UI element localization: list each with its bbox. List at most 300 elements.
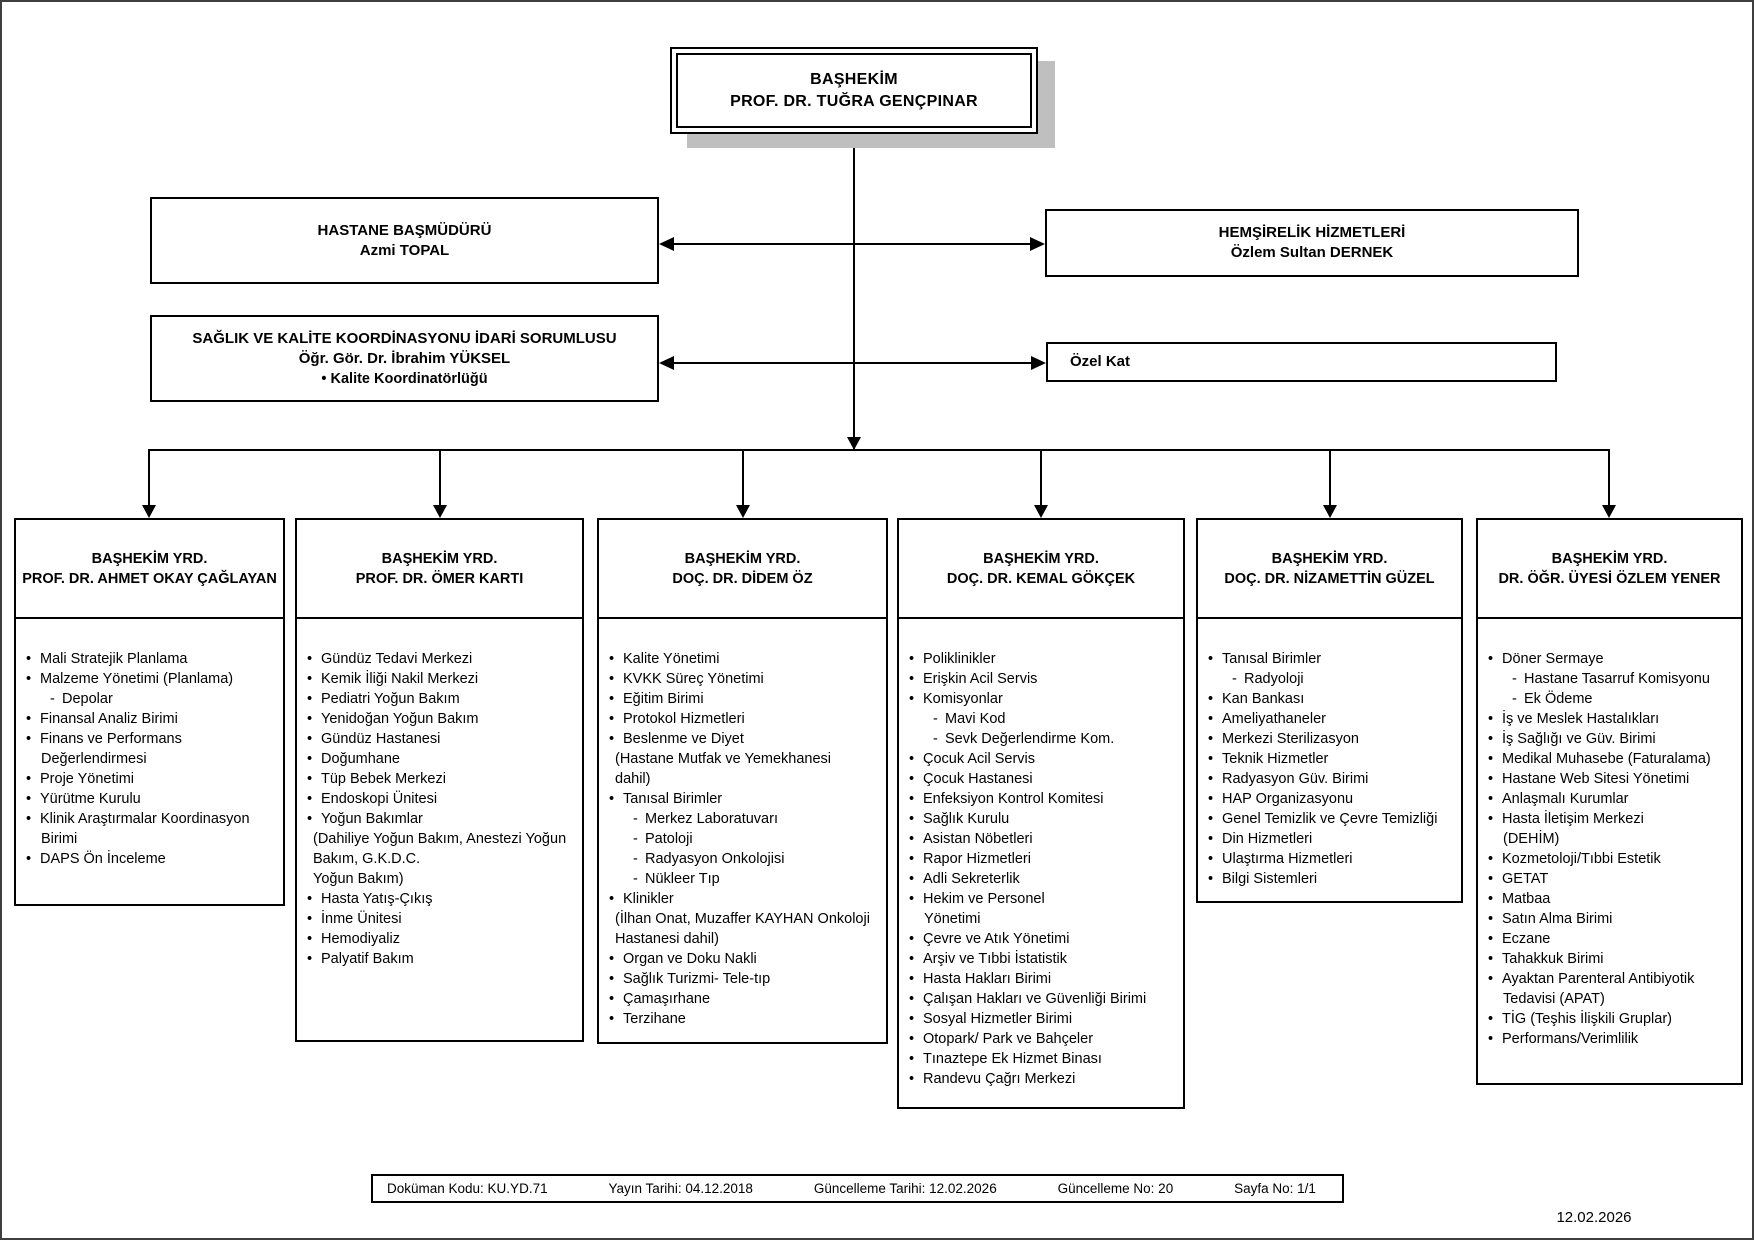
deputy-name: DOÇ. DR. DİDEM ÖZ: [672, 570, 813, 587]
org-list-item-text: (Hastane Mutfak ve Yemekhanesi: [615, 751, 832, 767]
hospital-head-manager-box: [150, 197, 659, 284]
dash-marker: -: [50, 691, 55, 707]
org-list-item-text: Satın Alma Birimi: [1502, 911, 1613, 927]
bullet-marker: •: [909, 851, 915, 867]
deputy-duty-list: [16, 619, 283, 869]
deputy-column-yener: [1476, 518, 1743, 1085]
bullet-marker: •: [26, 791, 32, 807]
org-list-item-text: Radyasyon Onkolojisi: [645, 851, 785, 867]
down-arrowhead-icon: [1323, 505, 1337, 518]
org-list-item-text: Protokol Hizmetleri: [623, 711, 745, 727]
deputy-name: PROF. DR. AHMET OKAY ÇAĞLAYAN: [22, 570, 277, 587]
right-arrowhead-icon: [1030, 237, 1045, 251]
org-list-item: [609, 649, 881, 669]
bullet-marker: •: [609, 891, 615, 907]
org-list-item-text: Hemodiyaliz: [321, 931, 400, 947]
org-list-item: [909, 649, 1178, 669]
bullet-marker: •: [1488, 731, 1494, 747]
org-list-item: [909, 809, 1178, 829]
org-list-item-continuation: [1503, 989, 1736, 1009]
org-list-item: [609, 969, 881, 989]
org-list-item-text: Pediatri Yoğun Bakım: [321, 691, 460, 707]
org-list-item-text: DAPS Ön İnceleme: [40, 851, 166, 867]
org-list-item: [1488, 729, 1736, 749]
connector-horizontal-line-row1: [672, 243, 1034, 245]
org-list-item: [307, 749, 577, 769]
org-list-item-text: Gündüz Tedavi Merkezi: [321, 651, 473, 667]
org-list-item-text: Hastane Web Sitesi Yönetimi: [1502, 771, 1690, 787]
org-list-item: [307, 949, 577, 969]
bullet-marker: •: [909, 951, 915, 967]
corner-date: 12.02.2026: [1556, 1209, 1632, 1226]
org-list-item-text: (DEHİM): [1503, 831, 1560, 847]
deputy-column-karti: [295, 518, 584, 1042]
org-list-item: [609, 709, 881, 729]
deputy-title: BAŞHEKİM YRD.: [381, 550, 498, 567]
org-list-item: [909, 669, 1178, 689]
org-list-item-text: Eğitim Birimi: [623, 691, 704, 707]
org-list-subitem: [1512, 689, 1736, 709]
bullet-marker: •: [1488, 871, 1494, 887]
bullet-marker: •: [609, 791, 615, 807]
org-list-item-continuation: [615, 909, 881, 929]
deputy-title: BAŞHEKİM YRD.: [1551, 550, 1668, 567]
org-list-item-text: Matbaa: [1502, 891, 1551, 907]
org-list-item: [609, 1009, 881, 1029]
org-list-item-text: KVKK Süreç Yönetimi: [623, 671, 764, 687]
org-list-item: [909, 869, 1178, 889]
org-list-item: [26, 729, 278, 749]
org-list-subitem: [633, 869, 881, 889]
down-arrowhead-icon: [433, 505, 447, 518]
bullet-marker: •: [909, 691, 915, 707]
bullet-marker: •: [26, 651, 32, 667]
org-list-item-text: Çocuk Acil Servis: [923, 751, 1036, 767]
org-list-item-text: Otopark/ Park ve Bahçeler: [923, 1031, 1094, 1047]
special-floor-box: [1046, 342, 1557, 382]
org-list-item-text: Organ ve Doku Nakli: [623, 951, 757, 967]
bullet-marker: •: [1488, 771, 1494, 787]
org-list-item: [909, 929, 1178, 949]
bullet-marker: •: [307, 931, 313, 947]
quality-coordination-box: [150, 315, 659, 402]
org-list-item-text: Klinik Araştırmalar Koordinasyon: [40, 811, 250, 827]
org-list-item-continuation: [313, 829, 577, 849]
org-list-item: [307, 889, 577, 909]
dash-marker: -: [633, 811, 638, 827]
org-list-item-text: Yoğun Bakımlar: [321, 811, 423, 827]
org-list-item-text: Tüp Bebek Merkezi: [321, 771, 446, 787]
bullet-marker: •: [1488, 811, 1494, 827]
bullet-marker: •: [1488, 791, 1494, 807]
deputy-duty-list: [899, 619, 1183, 1089]
bullet-marker: •: [307, 911, 313, 927]
bullet-marker: •: [307, 711, 313, 727]
dash-marker: -: [1232, 671, 1237, 687]
bullet-marker: •: [909, 1031, 915, 1047]
org-list-item-text: Malzeme Yönetimi (Planlama): [40, 671, 234, 687]
org-list-item-text: Çocuk Hastanesi: [923, 771, 1033, 787]
org-list-item: [26, 669, 278, 689]
org-list-item: [307, 909, 577, 929]
org-list-item: [307, 769, 577, 789]
document-code: Doküman Kodu: KU.YD.71: [387, 1181, 548, 1196]
bullet-marker: •: [909, 831, 915, 847]
bullet-marker: •: [307, 731, 313, 747]
org-list-item-text: (İlhan Onat, Muzaffer KAYHAN Onkoloji: [615, 911, 870, 927]
bullet-marker: •: [1488, 711, 1494, 727]
org-list-item-text: Kalite Yönetimi: [623, 651, 720, 667]
org-list-item-text: Döner Sermaye: [1502, 651, 1604, 667]
org-list-item-text: Radyoloji: [1244, 671, 1304, 687]
org-list-item: [1488, 849, 1736, 869]
bullet-marker: •: [1208, 791, 1214, 807]
org-list-item: [909, 949, 1178, 969]
drop-line-col3: [742, 449, 744, 507]
org-list-item: [909, 689, 1178, 709]
org-list-item: [26, 849, 278, 869]
org-list-item: [909, 1049, 1178, 1069]
org-list-item: [909, 849, 1178, 869]
deputy-name: DOÇ. DR. NİZAMETTİN GÜZEL: [1224, 570, 1435, 587]
bullet-marker: •: [609, 971, 615, 987]
deputy-column-header: [1478, 520, 1741, 619]
dash-marker: -: [633, 871, 638, 887]
org-list-item: [1488, 889, 1736, 909]
down-arrowhead-icon: [1602, 505, 1616, 518]
bullet-marker: •: [609, 731, 615, 747]
bullet-marker: •: [1488, 951, 1494, 967]
org-list-item-text: Erişkin Acil Servis: [923, 671, 1038, 687]
bullet-marker: •: [1488, 851, 1494, 867]
bullet-marker: •: [1488, 971, 1494, 987]
org-list-item: [1488, 929, 1736, 949]
org-list-item-continuation: [924, 909, 1178, 929]
org-list-item-text: Merkez Laboratuvarı: [645, 811, 778, 827]
org-list-item: [609, 669, 881, 689]
org-list-item: [909, 1009, 1178, 1029]
org-list-item-text: Çalışan Hakları ve Güvenliği Birimi: [923, 991, 1147, 1007]
org-list-item-text: İş ve Meslek Hastalıkları: [1502, 711, 1660, 727]
org-list-item-text: Komisyonlar: [923, 691, 1003, 707]
bullet-marker: •: [321, 370, 327, 387]
bullet-marker: •: [609, 1011, 615, 1027]
org-list-item-text: Finansal Analiz Birimi: [40, 711, 178, 727]
org-list-item-continuation: [1503, 829, 1736, 849]
bullet-marker: •: [909, 891, 915, 907]
bullet-marker: •: [307, 651, 313, 667]
org-list-item-text: Anlaşmalı Kurumlar: [1502, 791, 1629, 807]
deputy-column-oz: [597, 518, 888, 1044]
bullet-marker: •: [26, 771, 32, 787]
org-list-item: [609, 789, 881, 809]
org-list-item: [307, 669, 577, 689]
org-list-item: [1488, 709, 1736, 729]
org-list-item-text: Hastane Tasarruf Komisyonu: [1524, 671, 1710, 687]
drop-line-col4: [1040, 449, 1042, 507]
org-list-item: [1488, 869, 1736, 889]
deputy-column-header: [1198, 520, 1461, 619]
org-list-item-text: Mali Stratejik Planlama: [40, 651, 188, 667]
org-list-item: [1488, 649, 1736, 669]
org-list-item: [1208, 769, 1456, 789]
bullet-marker: •: [1208, 811, 1214, 827]
org-list-item-text: Kan Bankası: [1222, 691, 1305, 707]
org-list-subitem: [1512, 669, 1736, 689]
bullet-marker: •: [307, 951, 313, 967]
drop-line-col6: [1608, 449, 1610, 507]
chief-physician-box-inner: [676, 53, 1032, 128]
deputy-column-header: [297, 520, 582, 619]
bullet-marker: •: [307, 891, 313, 907]
deputy-name: PROF. DR. ÖMER KARTI: [355, 570, 524, 587]
update-number: Güncelleme No: 20: [1057, 1181, 1174, 1196]
org-list-item-text: Asistan Nöbetleri: [923, 831, 1033, 847]
org-list-item: [1208, 709, 1456, 729]
org-list-item-text: Tanısal Birimler: [623, 791, 723, 807]
dash-marker: -: [1512, 671, 1517, 687]
org-list-item-text: Palyatif Bakım: [321, 951, 414, 967]
org-list-item-text: Depolar: [62, 691, 113, 707]
org-list-item-text: Din Hizmetleri: [1222, 831, 1313, 847]
org-list-item: [909, 989, 1178, 1009]
org-list-item-text: Finans ve Performans: [40, 731, 182, 747]
org-list-item: [307, 649, 577, 669]
bullet-marker: •: [26, 731, 32, 747]
org-list-subitem: [50, 689, 278, 709]
org-list-item-text: Ulaştırma Hizmetleri: [1222, 851, 1353, 867]
quality-coordination-bullet: [321, 369, 487, 389]
org-list-item-text: dahil): [615, 771, 651, 787]
bullet-marker: •: [609, 991, 615, 1007]
org-list-item: [1208, 729, 1456, 749]
deputy-duty-list: [297, 619, 582, 969]
org-list-item-text: Bakım, G.K.D.C.: [313, 851, 421, 867]
bullet-marker: •: [307, 751, 313, 767]
org-list-item-text: Sosyal Hizmetler Birimi: [923, 1011, 1073, 1027]
chief-physician-box: [670, 47, 1038, 134]
org-list-item-text: Mavi Kod: [945, 711, 1006, 727]
org-list-item-text: Hastanesi dahil): [615, 931, 719, 947]
org-list-item-text: Doğumhane: [321, 751, 400, 767]
org-list-item-text: TİG (Teşhis İlişkili Gruplar): [1502, 1011, 1672, 1027]
org-list-item-text: Çamaşırhane: [623, 991, 711, 1007]
org-list-item-text: Randevu Çağrı Merkezi: [923, 1071, 1076, 1087]
bullet-marker: •: [909, 931, 915, 947]
bullet-marker: •: [909, 1011, 915, 1027]
quality-coordination-name: Öğr. Gör. Dr. İbrahim YÜKSEL: [298, 349, 511, 367]
org-list-item-continuation: [41, 749, 278, 769]
down-arrowhead-icon: [1034, 505, 1048, 518]
org-list-item: [1208, 829, 1456, 849]
nursing-services-box: [1045, 209, 1579, 277]
org-list-item: [307, 789, 577, 809]
org-list-item-text: Tanısal Birimler: [1222, 651, 1322, 667]
deputy-title: BAŞHEKİM YRD.: [91, 550, 208, 567]
org-list-item: [609, 729, 881, 749]
org-list-item-text: Merkezi Sterilizasyon: [1222, 731, 1359, 747]
bullet-marker: •: [1488, 911, 1494, 927]
bullet-marker: •: [1208, 851, 1214, 867]
bullet-marker: •: [609, 671, 615, 687]
org-list-item: [909, 889, 1178, 909]
down-arrowhead-icon: [736, 505, 750, 518]
org-list-subitem: [633, 849, 881, 869]
bullet-marker: •: [909, 871, 915, 887]
org-list-item: [307, 709, 577, 729]
org-list-item-text: İnme Ünitesi: [321, 911, 402, 927]
org-list-item: [1488, 909, 1736, 929]
org-list-item-text: Tınaztepe Ek Hizmet Binası: [923, 1051, 1102, 1067]
bullet-marker: •: [1208, 871, 1214, 887]
org-list-item-text: Kozmetoloji/Tıbbi Estetik: [1502, 851, 1661, 867]
org-list-item: [1488, 789, 1736, 809]
down-arrowhead-icon: [142, 505, 156, 518]
org-list-item: [1488, 749, 1736, 769]
deputy-column-guzel: [1196, 518, 1463, 903]
org-list-item-continuation: [615, 929, 881, 949]
org-list-item: [1208, 789, 1456, 809]
update-date: Güncelleme Tarihi: 12.02.2026: [813, 1181, 997, 1196]
org-list-item-text: Birimi: [41, 831, 78, 847]
org-list-item: [1488, 1009, 1736, 1029]
org-list-item-text: Performans/Verimlilik: [1502, 1031, 1639, 1047]
org-list-item: [609, 889, 881, 909]
org-list-item-text: Radyasyon Güv. Birimi: [1222, 771, 1369, 787]
nursing-services-title: HEMŞİRELİK HİZMETLERİ: [1218, 224, 1406, 241]
bullet-marker: •: [909, 771, 915, 787]
org-list-item: [307, 689, 577, 709]
org-list-item-text: Tahakkuk Birimi: [1502, 951, 1604, 967]
hospital-head-manager-name: Azmi TOPAL: [359, 241, 450, 259]
bullet-marker: •: [1488, 891, 1494, 907]
org-list-item-text: Adli Sekreterlik: [923, 871, 1020, 887]
org-list-item: [1488, 809, 1736, 829]
org-list-item: [26, 709, 278, 729]
org-list-item-text: HAP Organizasyonu: [1222, 791, 1354, 807]
org-list-item: [26, 789, 278, 809]
right-arrowhead-icon: [1031, 356, 1046, 370]
org-list-item-text: Medikal Muhasebe (Faturalama): [1502, 751, 1711, 767]
org-list-item-text: Hasta Hakları Birimi: [923, 971, 1052, 987]
bullet-marker: •: [609, 951, 615, 967]
bullet-marker: •: [1208, 771, 1214, 787]
deputy-name: DOÇ. DR. KEMAL GÖKÇEK: [946, 570, 1136, 587]
bullet-marker: •: [609, 651, 615, 667]
bullet-marker: •: [1208, 651, 1214, 667]
org-list-item: [909, 969, 1178, 989]
deputy-duty-list: [1478, 619, 1741, 1049]
org-list-subitem: [1232, 669, 1456, 689]
drop-line-col5: [1329, 449, 1331, 507]
org-list-item-text: Teknik Hizmetler: [1222, 751, 1329, 767]
org-list-item: [909, 829, 1178, 849]
bullet-marker: •: [307, 791, 313, 807]
org-list-item-text: Beslenme ve Diyet: [623, 731, 744, 747]
bullet-marker: •: [909, 651, 915, 667]
org-list-item: [609, 989, 881, 1009]
org-list-item-text: Genel Temizlik ve Çevre Temizliği: [1222, 811, 1438, 827]
org-list-item: [1488, 949, 1736, 969]
org-list-item-text: Poliklinikler: [923, 651, 996, 667]
connector-vertical-center-line: [853, 133, 855, 450]
deputy-title: BAŞHEKİM YRD.: [684, 550, 801, 567]
deputy-column-caglayan: [14, 518, 285, 906]
deputy-column-header: [899, 520, 1183, 619]
chief-physician-title: BAŞHEKİM: [810, 70, 898, 88]
org-list-item-text: Gündüz Hastanesi: [321, 731, 441, 747]
org-list-item: [1208, 749, 1456, 769]
org-list-item: [909, 1029, 1178, 1049]
quality-coordination-title: SAĞLIK VE KALİTE KOORDİNASYONU İDARİ SORUMLUSU: [192, 329, 617, 347]
org-list-item: [909, 789, 1178, 809]
deputy-name: DR. ÖĞR. ÜYESİ ÖZLEM YENER: [1498, 570, 1721, 587]
bullet-marker: •: [1208, 751, 1214, 767]
bullet-marker: •: [609, 691, 615, 707]
dash-marker: -: [633, 851, 638, 867]
bullet-marker: •: [1208, 711, 1214, 727]
quality-coordination-bullet-text: Kalite Koordinatörlüğü: [330, 370, 488, 387]
org-list-item-continuation: [615, 769, 881, 789]
bullet-marker: •: [26, 851, 32, 867]
org-list-item: [307, 809, 577, 829]
dash-marker: -: [1512, 691, 1517, 707]
org-list-subitem: [933, 729, 1178, 749]
org-list-item-text: Enfeksiyon Kontrol Komitesi: [923, 791, 1104, 807]
hospital-head-manager-title: HASTANE BAŞMÜDÜRÜ: [317, 221, 492, 239]
bullet-marker: •: [909, 1071, 915, 1087]
chief-physician-name: PROF. DR. TUĞRA GENÇPINAR: [730, 92, 978, 110]
bullet-marker: •: [1208, 691, 1214, 707]
org-list-subitem: [933, 709, 1178, 729]
bullet-marker: •: [1488, 1011, 1494, 1027]
org-list-item-text: Yönetimi: [924, 911, 981, 927]
bullet-marker: •: [26, 811, 32, 827]
bullet-marker: •: [307, 771, 313, 787]
org-list-item: [1208, 649, 1456, 669]
org-list-item: [909, 769, 1178, 789]
org-list-item-text: Sağlık Turizmi- Tele-tıp: [623, 971, 771, 987]
org-list-item: [909, 1069, 1178, 1089]
dash-marker: -: [633, 831, 638, 847]
bullet-marker: •: [1488, 1031, 1494, 1047]
dash-marker: -: [933, 711, 938, 727]
bullet-marker: •: [609, 711, 615, 727]
org-list-item-text: Hasta Yatış-Çıkış: [321, 891, 433, 907]
org-list-item: [1488, 1029, 1736, 1049]
deputy-duty-list: [599, 619, 886, 1029]
org-list-item-text: Bilgi Sistemleri: [1222, 871, 1318, 887]
deputy-title: BAŞHEKİM YRD.: [983, 550, 1099, 567]
document-info-bar: [371, 1174, 1344, 1203]
deputy-column-gokcek: [897, 518, 1185, 1109]
org-list-item-text: GETAT: [1502, 871, 1549, 887]
org-list-item-text: Proje Yönetimi: [40, 771, 135, 787]
special-floor-title: Özel Kat: [1070, 353, 1131, 370]
org-list-item-continuation: [41, 829, 278, 849]
org-list-item-text: Tedavisi (APAT): [1503, 991, 1605, 1007]
org-list-item-text: Yoğun Bakım): [313, 871, 404, 887]
deputy-duty-list: [1198, 619, 1461, 889]
org-list-item-text: Endoskopi Ünitesi: [321, 791, 438, 807]
org-list-item-text: Değerlendirmesi: [41, 751, 147, 767]
org-list-item-text: Ek Ödeme: [1524, 691, 1593, 707]
bullet-marker: •: [909, 791, 915, 807]
org-list-item-continuation: [615, 749, 881, 769]
distribution-horizontal-line: [148, 449, 1610, 451]
drop-line-col2: [439, 449, 441, 507]
org-list-item-text: Ameliyathaneler: [1222, 711, 1326, 727]
